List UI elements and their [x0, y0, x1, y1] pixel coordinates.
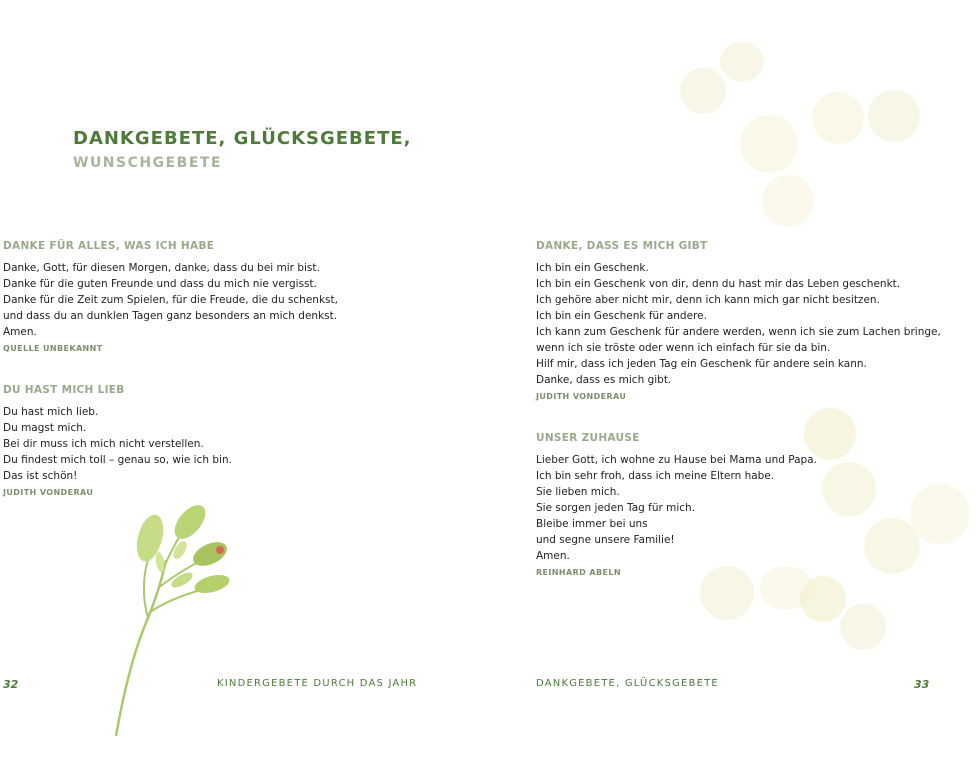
poem-line: Ich bin ein Geschenk für andere.	[536, 310, 707, 322]
poem-line: Danke für die guten Freunde und dass du mich nie vergisst.	[3, 278, 317, 290]
poem-line: Sie sorgen jeden Tag für mich.	[536, 502, 696, 514]
poem-danke-fuer-alles	[3, 240, 338, 355]
poem-unser-zuhause	[536, 432, 817, 579]
poem-source: QUELLE UNBEKANNT	[3, 344, 103, 353]
chapter-heading	[73, 126, 412, 174]
poem-line: Ich kann zum Geschenk für andere werden, wenn ich sie zum Lachen bringe,	[536, 326, 941, 338]
left-running-title: KINDERGEBETE DURCH DAS JAHR	[217, 678, 418, 689]
poem-line: Das ist schön!	[3, 470, 78, 482]
right-page-number: 33	[914, 678, 930, 691]
right-running-title: DANKGEBETE, GLÜCKSGEBETE	[536, 678, 719, 689]
poem-source: JUDITH VONDERAU	[536, 392, 627, 401]
poem-line: Amen.	[3, 326, 37, 338]
poem-line: Sie lieben mich.	[536, 486, 620, 498]
chapter-subtitle: WUNSCHGEBETE	[73, 155, 223, 171]
poem-title: DU HAST MICH LIEB	[3, 384, 125, 396]
poem-line: Bleibe immer bei uns	[536, 518, 648, 530]
chapter-title: DANKGEBETE, GLÜCKSGEBETE,	[73, 128, 412, 149]
poem-title: DANKE FÜR ALLES, WAS ICH HABE	[3, 240, 215, 252]
poem-line: und dass du an dunklen Tagen ganz besonders an mich denkst.	[3, 310, 338, 322]
poem-source: REINHARD ABELN	[536, 568, 621, 577]
poem-line: Danke, Gott, für diesen Morgen, danke, dass du bei mir bist.	[3, 262, 320, 274]
poem-title: UNSER ZUHAUSE	[536, 432, 640, 444]
poem-line: Du hast mich lieb.	[3, 406, 99, 418]
poem-title: DANKE, DASS ES MICH GIBT	[536, 240, 708, 252]
poem-line: Du findest mich toll – genau so, wie ich bin.	[3, 454, 232, 466]
left-page-number: 32	[3, 678, 19, 691]
poem-danke-dass-es-mich-gibt	[536, 240, 941, 403]
poem-line: Ich bin ein Geschenk.	[536, 262, 649, 274]
poem-line: Lieber Gott, ich wohne zu Hause bei Mama und Papa.	[536, 454, 817, 466]
poem-du-hast-mich-lieb	[3, 384, 232, 499]
poem-line: Du magst mich.	[3, 422, 87, 434]
poem-line: und segne unsere Familie!	[536, 534, 675, 546]
poem-line: Ich bin ein Geschenk von dir, denn du hast mir das Leben geschenkt.	[536, 278, 901, 290]
leaf-sprig-illustration	[110, 500, 240, 740]
poem-line: Hilf mir, dass ich jeden Tag ein Geschenk für andere sein kann.	[536, 358, 867, 370]
poem-line: Ich bin sehr froh, dass ich meine Eltern habe.	[536, 470, 775, 482]
poem-line: Bei dir muss ich mich nicht verstellen.	[3, 438, 204, 450]
poem-line: wenn ich sie tröste oder wenn ich einfach für sie da bin.	[536, 342, 831, 354]
poem-source: JUDITH VONDERAU	[3, 488, 94, 497]
poem-line: Danke für die Zeit zum Spielen, für die Freude, die du schenkst,	[3, 294, 338, 306]
poem-line: Amen.	[536, 550, 570, 562]
poem-line: Danke, dass es mich gibt.	[536, 374, 672, 386]
poem-line: Ich gehöre aber nicht mir, denn ich kann mich gar nicht besitzen.	[536, 294, 880, 306]
